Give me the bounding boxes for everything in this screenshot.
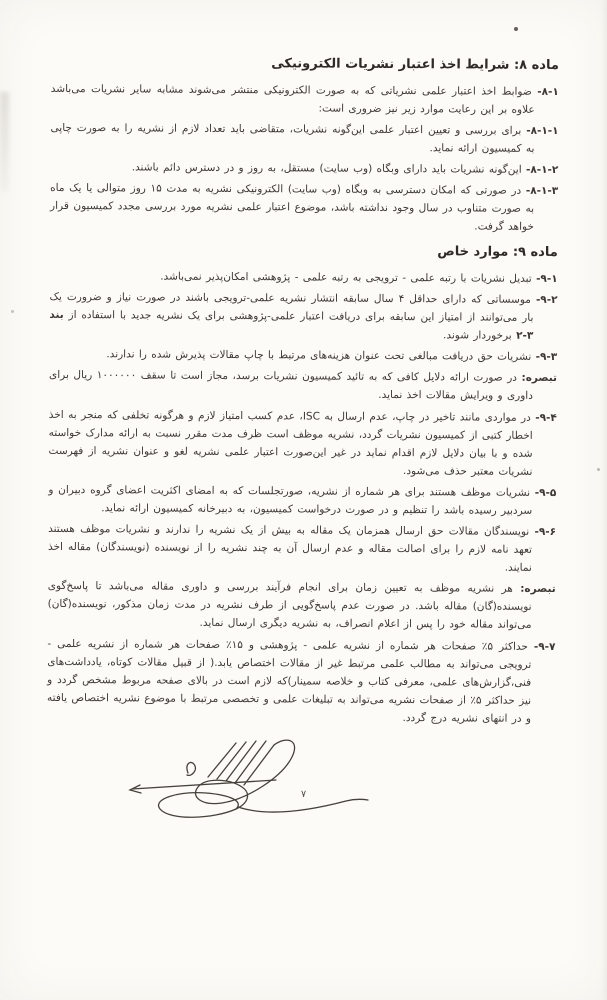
clause-8-1 (51, 80, 559, 119)
clause-text-tail: برخوردار شوند. (443, 329, 512, 342)
clause-9-4 (48, 406, 556, 481)
clause-reference: بند ۳-۲ (49, 308, 534, 342)
clause-number: ۸-۱- (537, 85, 559, 98)
handwritten-signature (118, 733, 380, 835)
clause-text: موسساتی که دارای حداقل ۴ سال سابقه انتشار نشریه علمی-ترویجی باشند در صورت نیاز و ضرورت یک بار می‌توانند از امتیاز این سابقه برای دریافت اعتبار علمی-پژوهشی برای یک نشریه جدید با استفاده از (49, 290, 534, 324)
clause-number: ۹-۷- (533, 640, 556, 653)
note-after-9-3 (49, 366, 557, 405)
clause-8-1-2 (50, 158, 558, 179)
clause-text: نشریات موظف هستند برای هر شماره از نشریه، صورتجلسات که به امضای اکثریت اعضای گروه دبیران و سردبیر رسیده باشد را تنظیم و در صورت درخواست کمیسیون، به دبیرخانه کمیسیون ارائه نماید. (48, 483, 533, 517)
clause-number: ۸-۱-۳- (525, 184, 559, 197)
note-text: در صورت ارائه دلایل کافی که به تائید کمیسیون نشریات برسد، مجاز است تا سقف ۱۰۰۰۰۰۰ ریال برای داوری و ویرایش مقالات اخذ نماید. (49, 368, 533, 402)
note-label: تبصره: (521, 371, 558, 384)
clause-9-2 (49, 288, 557, 345)
clause-text: تبدیل نشریات با رتبه علمی - ترویجی به رتبه علمی - پژوهشی امکان‌پذیر نمی‌باشد. (160, 270, 532, 285)
clause-number: ۹-۴- (535, 411, 557, 424)
signature-scribble-icon (118, 733, 380, 835)
clause-9-6 (48, 520, 556, 577)
scan-speck-icon (514, 27, 518, 31)
clause-text: نویسندگان مقالات حق ارسال همزمان یک مقاله به بیش از یک نشریه را ندارند و نشریات موظف هستند تعهد نامه لازم را برای اصالت مقاله و عدم ارسال آن به چند نشریه را از نویسنده (نویسندگان) مقاله اخذ نمایند. (47, 522, 533, 574)
clause-text: ضوابط اخذ اعتبار علمی نشریاتی که به صورت الکترونیکی منتشر می‌شوند مشابه سایر نشریات می‌باشد علاوه بر این رعایت موارد زیر نیز ضروری است: (50, 82, 535, 116)
clause-number: ۸-۱-۱- (526, 124, 559, 137)
note-text: هر نشریه موظف به تعیین زمان برای انجام فرآیند بررسی و داوری مقاله می‌باشد تا پاسخ‌گوی نویسنده(گان) مقاله باشد. در صورت عدم پاسخ‌گویی از طرف نشریه در مدت زمان مذکور، نویسنده(گان) می‌تواند مقاله خود را پس از اعلام انصراف، به نشریه دیگری ارسال نماید. (47, 579, 532, 631)
scan-speck-icon (11, 310, 14, 313)
clause-number: ۹-۳- (535, 350, 558, 363)
clause-9-5 (48, 481, 556, 520)
clause-text: حداکثر ۵٪ صفحات هر شماره از نشریه علمی - پژوهشی و ۱۵٪ صفحات هر شماره از نشریه علمی - ترویجی می‌تواند به مطالب علمی مرتبط غیر از مقالات اختصاص یابد.( از قبیل مقالات کوتاه، یادداشت‌های فنی،گزارش‌های علمی، معرفی کتاب و خلاصه سمینار)که لازم است در بالای صفحه مربوط مشخص گردد و نیز حداکثر ۵٪ از صفحات نشریه می‌تواند به تبلیغات علمی و تخصصی مرتبط با موضوع نشریه اختصاص یافته و در انتهای نشریه درج گردد. (47, 637, 532, 725)
clause-text: در صورتی که امکان دسترسی به وبگاه (وب سایت) الکترونیکی نشریه به مدت ۱۵ روز متوالی یا یک ماه به صورت متناوب در سال وجود نداشته باشد، موضوع اعتبار علمی نشریه مورد بررسی مجدد کمیسیون قرار خواهد گرفت. (50, 181, 535, 233)
clause-number: ۸-۱-۲- (525, 163, 559, 176)
clause-8-1-3 (50, 179, 558, 236)
clause-number: ۹-۵- (534, 486, 557, 499)
scan-speck-icon (597, 468, 600, 471)
document-text-block (47, 53, 559, 731)
note-after-9-6 (47, 577, 555, 634)
clause-8-1-1 (50, 119, 558, 158)
scan-edge-shadow (601, 0, 607, 1000)
clause-text: در مواردی مانند تاخیر در چاپ، عدم ارسال به ISC، عدم کسب امتیاز لازم و هرگونه تخلفی که منجر به اخذ اخطار کتبی از کمیسیون نشریات گردد، نشریه موظف است ظرف مدت مقرر نسبت به ارائه مدارک خواسته شده و با بیان دلایل لازم اقدام نماید در غیر این‌صورت اعتبار علمی نشریه لغو و عنوان نشریه از فهرست نشریات معتبر حذف می‌شود. (48, 408, 533, 478)
clause-9-7 (47, 635, 556, 728)
clause-text: نشریات حق دریافت مبالغی تحت عنوان هزینه‌های مرتبط با چاپ مقالات پذیرش شده را ندارند. (106, 348, 532, 363)
clause-9-1 (50, 267, 558, 288)
clause-text: برای بررسی و تعیین اعتبار علمی این‌گونه نشریات، متقاضی باید تعداد لازم از نشریه را به صورت چاپی به کمیسیون ارائه نماید. (50, 121, 535, 155)
article-8-heading: ماده ۸: شرایط اخذ اعتبار نشریات الکترونیکی (271, 56, 559, 73)
clause-9-3 (49, 345, 557, 366)
clause-text: این‌گونه نشریات باید دارای وبگاه (وب سایت) مستقل، به روز و در دسترس دائم باشند. (131, 161, 522, 176)
article-9-heading: ماده ۹: موارد خاص (437, 244, 558, 260)
clause-number: ۹-۱- (536, 272, 558, 285)
scan-smudge (0, 92, 9, 192)
clause-number: ۹-۲- (535, 293, 558, 306)
page-number: ۷ (300, 789, 307, 800)
clause-number: ۹-۶- (534, 525, 557, 538)
note-label: تبصره: (520, 582, 556, 595)
